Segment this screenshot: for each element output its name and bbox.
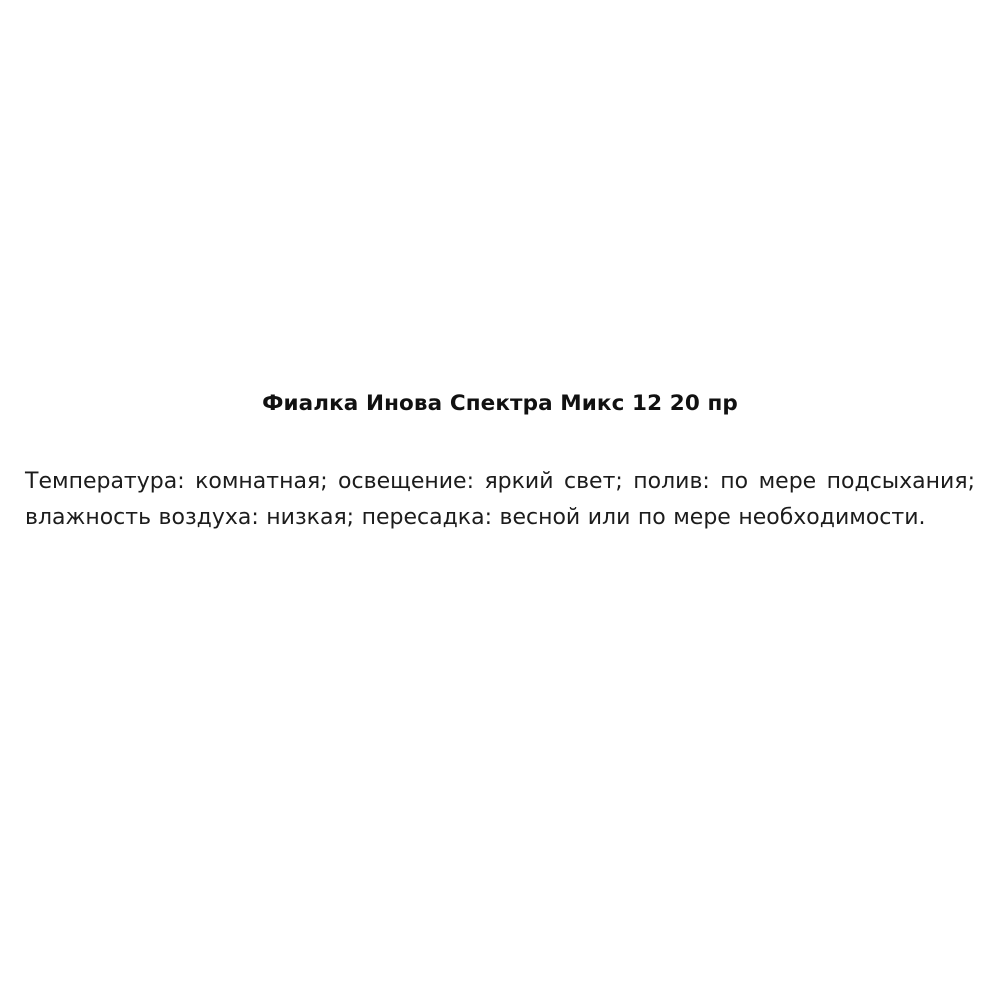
page-title: Фиалка Инова Спектра Микс 12 20 пр [262,391,738,416]
care-instructions-text: Температура: комнатная; освещение: яркий свет; полив: по мере подсыхания; влажность воздуха: низкая; пересадка: весной или по мере необходимости. [25,468,975,530]
product-info-block [25,390,975,536]
